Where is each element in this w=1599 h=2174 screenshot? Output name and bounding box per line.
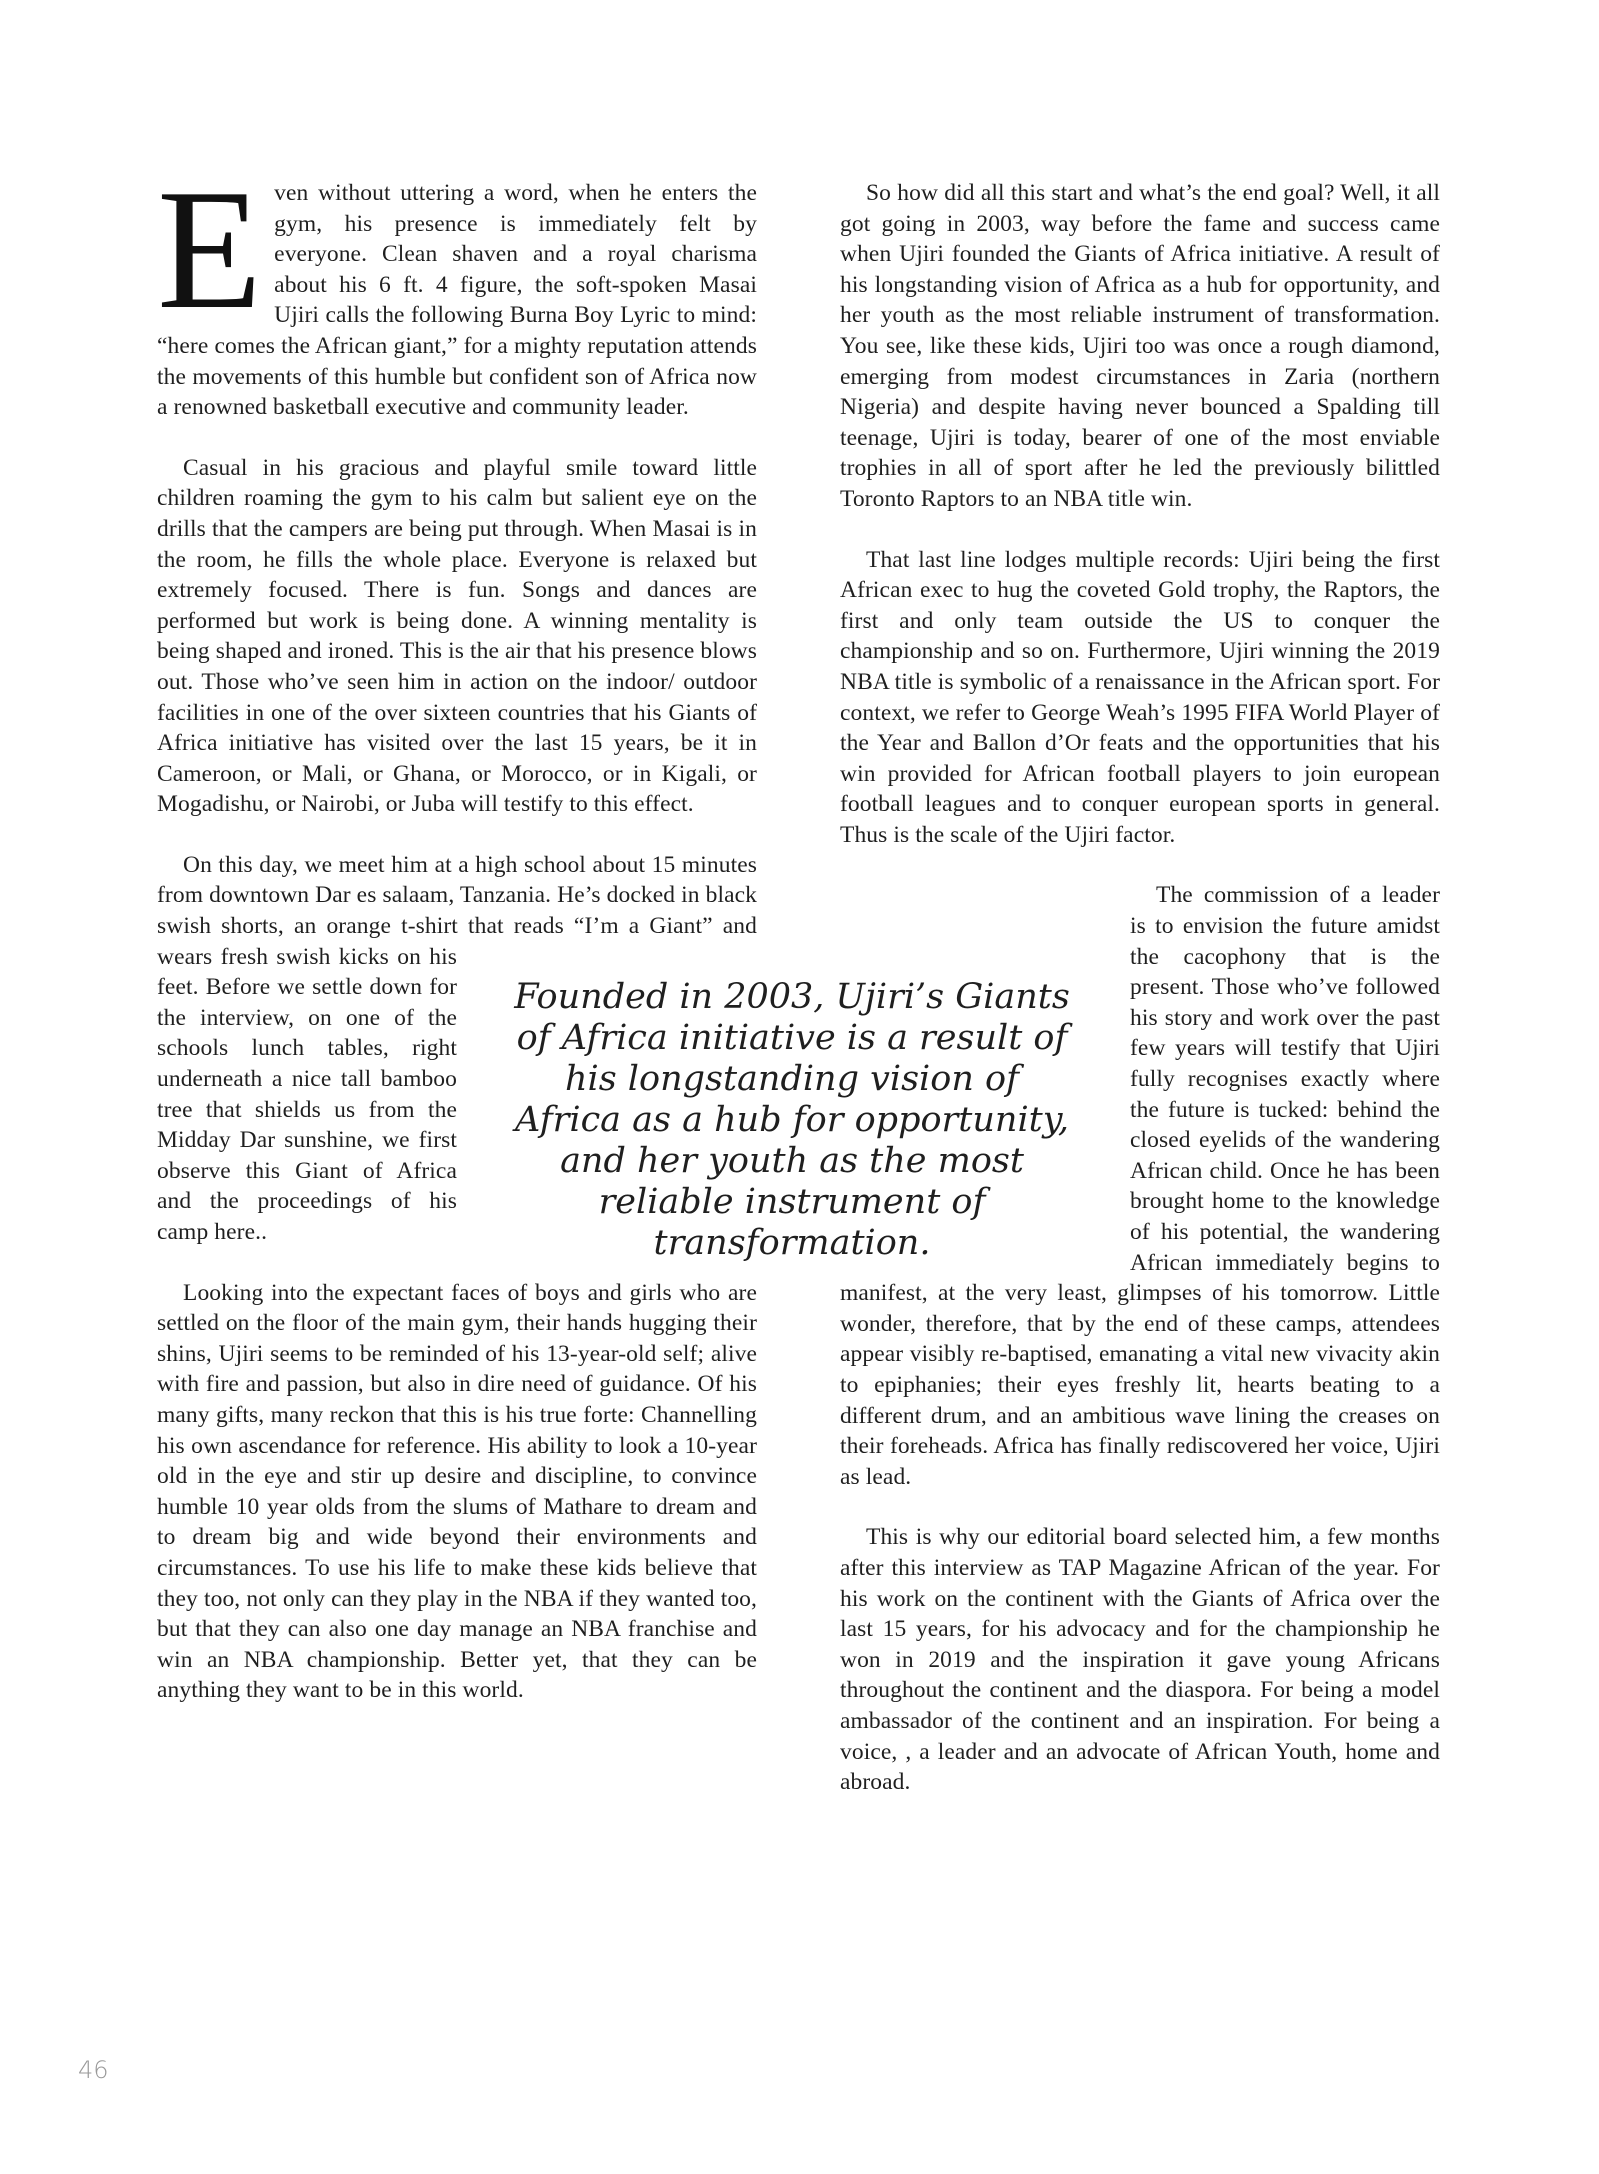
left-column [157,155,757,1706]
paragraph-casual: Casual in his gracious and playful smile toward little children roaming the gym to his calm but salient eye on the drills that the campers are being put through. When Masai is in the room, he fills the whole place. Everyone is relaxed but extremely focused. There is fun. Songs and dances are performed but work is being done. A winning mentality is being shaped and ironed. This is the air that his presence blows out. Those who’ve seen him in action on the indoor/ outdoor facilities in one of the over sixteen countries that his Giants of Africa initiative has visited over the last 15 years, be it in Cameroon, or Mali, or Ghana, or Morocco, or in Kigali, or Mogadishu, or Nairobi, or Juba will testify to this effect. [157,454,757,818]
paragraph-commission: The commission of a leader is to envision the future amidst the cacophony that is the present. Those who’ve followed his story and work over the past few years will testify that Ujiri fully recognises exactly where the future is tucked: behind the closed eyelids of the wandering African child. Once he has been brought home to the knowledge of his potential, the wandering African immediately begins to manifest, at the very least, glimpses of his tomorrow. Little wonder, therefore, that by the end of these camps, attendees appear visibly re-baptised, emanating a vital new vivacity akin to epiphanies; their eyes freshly lit, hearts beating to a different drum, and an ambitious wave lining the creases on their foreheads. Africa has finally rediscovered her voice, Ujiri as lead. [840,882,1440,1490]
paragraph-on-this-day: On this day, we meet him at a high school about 15 minutes from downtown Dar es salaam, Tanzania. He’s docked in black swish shorts, an orange t-shirt that reads “I’m a Giant” and wears fresh swish kicks on his feet. Before we settle down for the interview, on one of the schools lunch tables, right underneath a nice tall bamboo tree that shields us from the Midday Dar sunshine, we first observe this Giant of Africa and the proceedings of his camp here.. [157,851,757,1245]
pull-quote: Founded in 2003, Ujiri’s Giants of Africa initiative is a result of his longstanding vision of Africa as a hub for opportunity, and her youth as the most reliable instrument of transformation. [514,977,1070,1263]
paragraph-last-line: That last line lodges multiple records: Ujiri being the first African exec to hug the coveted Gold trophy, the Raptors, the first and only team outside the US to conquer the championship and so on. Furthermore, Ujiri winning the 2019 NBA title is symbolic of a renaissance in the African sport. For context, we refer to George Weah’s 1995 FIFA World Player of the Year and Ballon d’Or feats and the opportunities that his win provided for African football players to join european football leagues and to conquer european sports in general. Thus is the scale of the Ujiri factor. [840,546,1440,848]
paragraph-editorial: This is why our editorial board selected him, a few months after this interview as TAP Magazine African of the year. For his work on the continent with the Giants of Africa over the last 15 years, for his advocacy and for the championship he won in 2019 and the inspiration it gave young Africans throughout the continent and the diaspora. For being a model ambassador of the continent and an inspiration. For being a voice, , a leader and an advocate of African Youth, home and abroad. [840,1524,1440,1796]
drop-cap: E [157,155,263,345]
paragraph-intro: ven without uttering a word, when he enters the gym, his presence is immediately felt by everyone. Clean shaven and a royal charisma about his 6 ft. 4 figure, the soft-spoken Masai Ujiri calls the following Burna Boy Lyric to mind: “here comes the African giant,” for a mighty reputation attends the movements of this humble but confident son of Africa now a renowned basketball executive and community leader. [157,180,757,421]
paragraph-how-start: So how did all this start and what’s the end goal? Well, it all got going in 2003, way before the fame and success came when Ujiri founded the Giants of Africa initiative. A result of his longstanding vision of Africa as a hub for opportunity, and her youth as the most reliable instrument of transformation. You see, like these kids, Ujiri too was once a rough diamond, emerging from modest circumstances in Zaria (northern Nigeria) and despite having never bounced a Spalding till teenage, Ujiri is today, bearer of one of the most enviable trophies in all of sport after he led the previously bilittled Toronto Raptors to an NBA title win. [840,180,1440,512]
page-number: 46 [78,2056,109,2084]
paragraph-looking: Looking into the expectant faces of boys and girls who are settled on the floor of the main gym, their hands hugging their shins, Ujiri seems to be reminded of his 13-year-old self; alive with fire and passion, but also in dire need of guidance. Of his many gifts, many reckon that this is his true forte: Channelling his own ascendance for reference. His ability to look a 10-year old in the eye and stir up desire and discipline, to convince humble 10 year olds from the slums of Mathare to dream and to dream big and wide beyond their environments and circumstances. To use his life to make these kids believe that they too, not only can they play in the NBA if they wanted too, but that they can also one day manage an NBA franchise and win an NBA championship. Better yet, that they can be anything they want to be in this world. [157,1279,757,1704]
